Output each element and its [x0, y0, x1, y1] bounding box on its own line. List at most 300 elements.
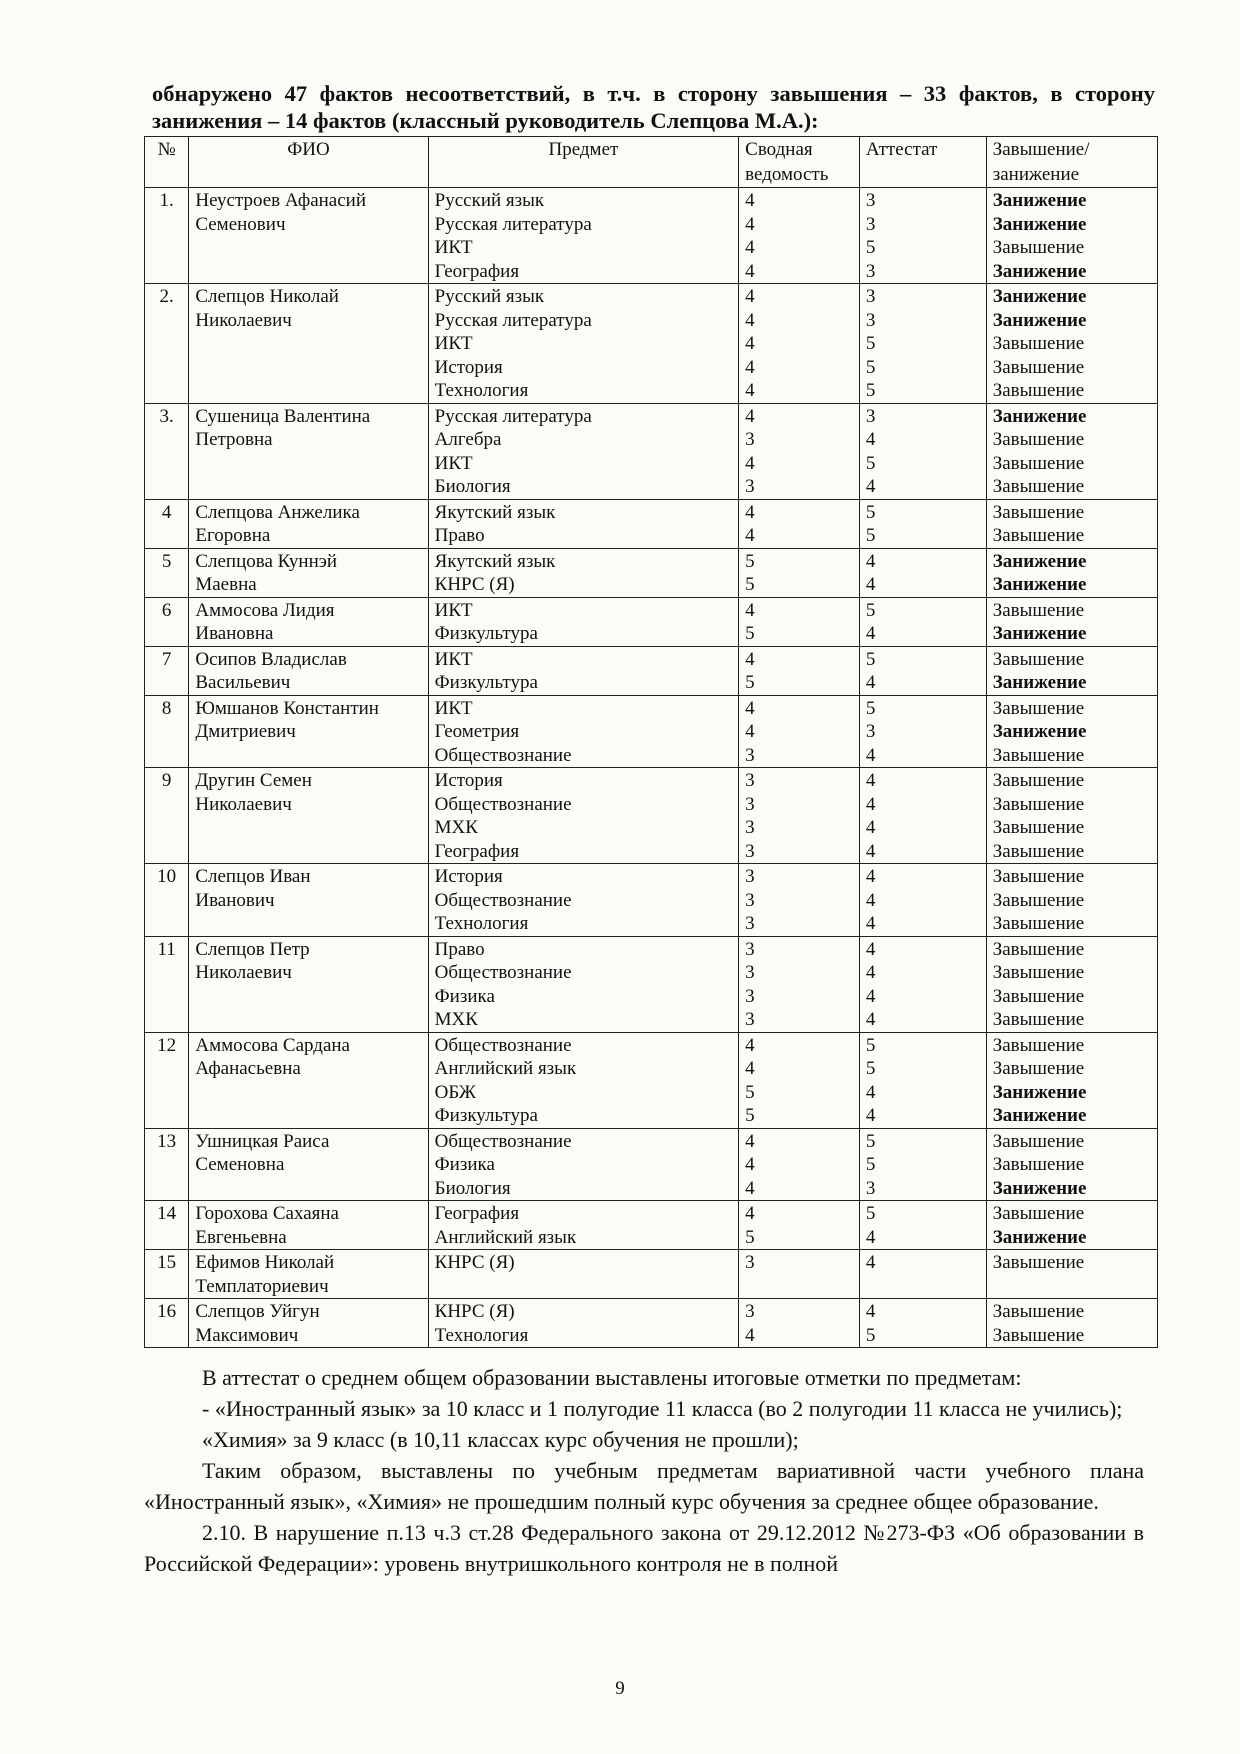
subjects-cell	[428, 499, 739, 548]
subject-name: Технология	[434, 1324, 529, 1346]
certificate-grades-cell	[859, 768, 986, 864]
certificate-grades-cell	[859, 864, 986, 937]
subjects-cell	[428, 1250, 739, 1299]
certificate-grades-cell	[859, 597, 986, 646]
subject-name: История	[434, 356, 503, 378]
student-name	[189, 499, 428, 548]
student-name-line: Семеновна	[195, 1154, 285, 1175]
summary-grade: 4	[745, 213, 755, 235]
summary-grade: 4	[745, 260, 755, 282]
result-label: Занижение	[992, 260, 1087, 282]
certificate-grade: 4	[865, 889, 876, 911]
summary-grade: 3	[745, 913, 755, 934]
subject-name: Право	[434, 525, 485, 546]
student-name-line: Слепцов Уйгун	[195, 1301, 320, 1322]
row-number: 11	[145, 936, 189, 1032]
summary-grade: 4	[745, 309, 755, 331]
student-name-line: Сушеница Валентина	[195, 405, 371, 427]
certificate-grade: 3	[865, 190, 876, 211]
student-name	[189, 548, 428, 597]
student-name	[189, 1032, 428, 1128]
certificate-grade: 3	[865, 286, 876, 307]
student-name-line: Слепцова Куннэй	[195, 550, 338, 572]
subject-name: Алгебра	[434, 429, 502, 450]
student-name-line: Ефимов Николай	[195, 1252, 335, 1273]
summary-grades-cell	[739, 548, 860, 597]
subjects-cell	[428, 936, 739, 1032]
table-row	[145, 864, 1158, 937]
certificate-grades-cell	[859, 1128, 986, 1201]
result-label: Завышение	[992, 452, 1085, 474]
intro-paragraph: обнаружено 47 фактов несоответствий, в т.ч. в сторону завышения – 33 фактов, в сторону занижения – 14 фактов (классный руководитель Слепцова М.А.):	[152, 81, 1155, 133]
certificate-grade: 5	[865, 648, 876, 670]
summary-grades-cell	[739, 864, 860, 937]
student-name-line: Афанасьевна	[195, 1058, 301, 1079]
row-number: 14	[145, 1201, 189, 1250]
student-name-line: Николаевич	[195, 309, 292, 331]
summary-grade: 4	[745, 1154, 755, 1175]
subject-name: География	[434, 1203, 520, 1224]
summary-grades-cell	[739, 768, 860, 864]
subject-name: Английский язык	[434, 1058, 577, 1079]
subject-name: ИКТ	[434, 452, 473, 474]
summary-grade: 4	[745, 1034, 755, 1056]
student-name-line: Евгеньевна	[195, 1226, 287, 1248]
paragraph-grades: В аттестат о среднем общем образовании выставлены итоговые отметки по предметам:	[202, 1365, 1022, 1390]
row-number: 10	[145, 864, 189, 937]
row-number: 12	[145, 1032, 189, 1128]
certificate-grades-cell	[859, 695, 986, 768]
certificate-grades-cell	[859, 403, 986, 499]
result-label: Занижение	[992, 1226, 1087, 1248]
result-cell	[986, 597, 1157, 646]
subject-name: ИКТ	[434, 237, 473, 258]
result-label: Завышение	[992, 1009, 1085, 1030]
certificate-grade: 4	[865, 1226, 876, 1248]
table-row	[145, 768, 1158, 864]
student-name-line: Слепцова Анжелика	[195, 501, 360, 523]
student-name	[189, 1128, 428, 1201]
summary-grade: 4	[745, 599, 755, 621]
student-name	[189, 936, 428, 1032]
row-number: 7	[145, 646, 189, 695]
summary-grades-cell	[739, 597, 860, 646]
certificate-grade: 4	[865, 985, 876, 1007]
result-label: Завышение	[992, 333, 1085, 354]
summary-grade: 3	[745, 840, 755, 862]
summary-grade: 4	[745, 721, 755, 742]
student-name	[189, 695, 428, 768]
result-cell	[986, 936, 1157, 1032]
student-name	[189, 1250, 428, 1299]
student-name-line: Семенович	[195, 213, 286, 235]
result-label: Завышение	[992, 1324, 1085, 1346]
result-label: Завышение	[992, 501, 1085, 523]
result-label: Занижение	[992, 1105, 1087, 1126]
summary-grade: 5	[745, 1105, 755, 1126]
student-name-line: Егоровна	[195, 525, 271, 546]
discrepancy-table	[144, 136, 1158, 1348]
certificate-grades-cell	[859, 1032, 986, 1128]
table-body	[145, 188, 1158, 1348]
table-row	[145, 1032, 1158, 1128]
certificate-grade: 4	[865, 1009, 876, 1030]
table-row	[145, 695, 1158, 768]
summary-grade: 3	[745, 866, 755, 887]
certificate-grades-cell	[859, 1299, 986, 1348]
subject-name: КНРС (Я)	[434, 1252, 515, 1273]
summary-grades-cell	[739, 1299, 860, 1348]
result-label: Завышение	[992, 429, 1085, 450]
subject-name: История	[434, 770, 503, 791]
result-cell	[986, 695, 1157, 768]
subject-name: Биология	[434, 476, 511, 497]
summary-grade: 3	[745, 962, 755, 983]
paragraph-chemistry: «Химия» за 9 класс (в 10,11 классах курс обучения не прошли);	[202, 1427, 799, 1452]
result-label: Завышение	[992, 697, 1085, 719]
row-number: 15	[145, 1250, 189, 1299]
result-label: Завышение	[992, 744, 1085, 766]
subject-name: МХК	[434, 817, 478, 838]
student-name-line: Слепцов Николай	[195, 286, 339, 307]
summary-grade: 4	[745, 356, 755, 378]
subject-name: Физкультура	[434, 623, 538, 644]
certificate-grade: 5	[865, 1058, 876, 1079]
result-label: Завышение	[992, 793, 1085, 815]
summary-grades-cell	[739, 936, 860, 1032]
table-row	[145, 499, 1158, 548]
header-subject: Предмет	[428, 137, 739, 188]
student-name	[189, 768, 428, 864]
certificate-grade: 5	[865, 501, 876, 523]
summary-grade: 4	[745, 697, 755, 719]
result-label: Занижение	[992, 574, 1087, 595]
student-name-line: Маевна	[195, 574, 257, 595]
subject-name: Физкультура	[434, 1105, 538, 1126]
subject-name: Физика	[434, 985, 495, 1007]
subject-name: Технология	[434, 380, 529, 401]
subject-name: Геометрия	[434, 721, 520, 742]
summary-grade: 4	[745, 525, 755, 546]
certificate-grade: 4	[865, 1252, 876, 1273]
subject-name: Английский язык	[434, 1226, 577, 1248]
summary-grade: 4	[745, 1130, 755, 1152]
summary-grade: 3	[745, 429, 755, 450]
result-label: Завышение	[992, 840, 1085, 862]
result-cell	[986, 284, 1157, 404]
result-cell	[986, 403, 1157, 499]
certificate-grades-cell	[859, 499, 986, 548]
row-number: 4	[145, 499, 189, 548]
certificate-grade: 4	[865, 574, 876, 595]
student-name-line: Ивановна	[195, 623, 274, 644]
subject-name: Право	[434, 938, 485, 960]
subject-name: КНРС (Я)	[434, 574, 515, 595]
table-row	[145, 548, 1158, 597]
subject-name: Русская литература	[434, 213, 592, 235]
summary-grade: 4	[745, 1058, 755, 1079]
subjects-cell	[428, 864, 739, 937]
result-label: Занижение	[992, 190, 1087, 211]
subject-name: ИКТ	[434, 648, 473, 670]
result-cell	[986, 864, 1157, 937]
certificate-grade: 5	[865, 1154, 876, 1175]
student-name	[189, 597, 428, 646]
subject-name: ИКТ	[434, 697, 473, 719]
subjects-cell	[428, 548, 739, 597]
certificate-grade: 5	[865, 356, 876, 378]
student-name-line: Слепцов Иван	[195, 866, 311, 887]
certificate-grade: 5	[865, 599, 876, 621]
certificate-grade: 5	[865, 697, 876, 719]
subjects-cell	[428, 403, 739, 499]
certificate-grades-cell	[859, 548, 986, 597]
student-name-line: Петровна	[195, 429, 273, 450]
student-name	[189, 864, 428, 937]
result-label: Завышение	[992, 356, 1085, 378]
summary-grade: 3	[745, 793, 755, 815]
certificate-grades-cell	[859, 1201, 986, 1250]
result-label: Завышение	[992, 866, 1085, 887]
student-name-line: Слепцов Петр	[195, 938, 310, 960]
result-label: Завышение	[992, 1203, 1085, 1224]
summary-grade: 5	[745, 1081, 755, 1103]
subject-name: Обществознание	[434, 1130, 572, 1152]
certificate-grade: 4	[865, 793, 876, 815]
subject-name: География	[434, 260, 520, 282]
subject-name: Физкультура	[434, 672, 538, 693]
student-name	[189, 188, 428, 284]
summary-grade: 4	[745, 648, 755, 670]
result-label: Занижение	[992, 672, 1087, 693]
paragraph-foreign-language: - «Иностранный язык» за 10 класс и 1 полугодие 11 класса (во 2 полугодии 11 класса не учились);	[202, 1396, 1123, 1421]
subjects-cell	[428, 1201, 739, 1250]
table-row	[145, 188, 1158, 284]
table-row	[145, 597, 1158, 646]
certificate-grade: 4	[865, 866, 876, 887]
result-label: Занижение	[992, 1177, 1087, 1199]
paragraph-conclusion: Таким образом, выставлены по учебным предметам вариативной части учебного плана «Иностранный язык», «Химия» не прошедшим полный курс обучения за среднее общее образование.	[144, 1458, 1144, 1514]
result-label: Занижение	[992, 213, 1087, 235]
result-cell	[986, 1128, 1157, 1201]
row-number: 16	[145, 1299, 189, 1348]
certificate-grade: 5	[865, 1034, 876, 1056]
summary-grade: 3	[745, 476, 755, 497]
student-name-line: Максимович	[195, 1324, 299, 1346]
summary-grade: 3	[745, 985, 755, 1007]
student-name-line: Николаевич	[195, 962, 292, 983]
certificate-grade: 4	[865, 1081, 876, 1103]
row-number: 8	[145, 695, 189, 768]
summary-grades-cell	[739, 188, 860, 284]
certificate-grade: 5	[865, 1130, 876, 1152]
subject-name: Русский язык	[434, 190, 545, 211]
certificate-grades-cell	[859, 1250, 986, 1299]
subject-name: Якутский язык	[434, 501, 556, 523]
certificate-grade: 3	[865, 309, 876, 331]
result-label: Завышение	[992, 380, 1085, 401]
certificate-grade: 3	[865, 1177, 876, 1199]
certificate-grade: 4	[865, 913, 876, 934]
summary-grades-cell	[739, 1250, 860, 1299]
certificate-grade: 4	[865, 744, 876, 766]
certificate-grade: 5	[865, 525, 876, 546]
summary-grade: 3	[745, 817, 755, 838]
student-name-line: Другин Семен	[195, 770, 312, 791]
result-label: Занижение	[992, 309, 1087, 331]
summary-grades-cell	[739, 695, 860, 768]
summary-grade: 5	[745, 574, 755, 595]
result-cell	[986, 768, 1157, 864]
subject-name: Русская литература	[434, 405, 592, 427]
subject-name: История	[434, 866, 503, 887]
student-name	[189, 403, 428, 499]
summary-grades-cell	[739, 1128, 860, 1201]
result-label: Завышение	[992, 525, 1085, 546]
summary-grade: 4	[745, 333, 755, 354]
certificate-grade: 3	[865, 213, 876, 235]
certificate-grade: 4	[865, 962, 876, 983]
header-summary: Сводная ведомость	[739, 137, 860, 188]
certificate-grade: 4	[865, 672, 876, 693]
row-number: 13	[145, 1128, 189, 1201]
certificate-grade: 3	[865, 260, 876, 282]
subject-name: Физика	[434, 1154, 495, 1175]
subjects-cell	[428, 695, 739, 768]
certificate-grade: 5	[865, 380, 876, 401]
student-name-line: Юмшанов Константин	[195, 697, 379, 719]
row-number: 2.	[145, 284, 189, 404]
subjects-cell	[428, 1032, 739, 1128]
subject-name: Обществознание	[434, 1034, 572, 1056]
student-name-line: Ушницкая Раиса	[195, 1130, 330, 1152]
certificate-grade: 5	[865, 452, 876, 474]
certificate-grade: 4	[865, 429, 876, 450]
summary-grade: 4	[745, 286, 755, 307]
certificate-grades-cell	[859, 646, 986, 695]
table-row	[145, 1201, 1158, 1250]
subject-name: Технология	[434, 913, 529, 934]
student-name	[189, 284, 428, 404]
subjects-cell	[428, 646, 739, 695]
subject-name: Обществознание	[434, 744, 572, 766]
summary-grade: 4	[745, 190, 755, 211]
result-label: Завышение	[992, 1058, 1085, 1079]
certificate-grade: 4	[865, 770, 876, 791]
certificate-grade: 5	[865, 237, 876, 258]
result-label: Завышение	[992, 476, 1085, 497]
certificate-grade: 5	[865, 333, 876, 354]
summary-grades-cell	[739, 284, 860, 404]
subject-name: ИКТ	[434, 333, 473, 354]
summary-grade: 4	[745, 380, 755, 401]
certificate-grade: 4	[865, 1105, 876, 1126]
student-name-line: Темплаториевич	[195, 1275, 329, 1297]
table-row	[145, 1128, 1158, 1201]
summary-grade: 3	[745, 1009, 755, 1030]
certificate-grades-cell	[859, 936, 986, 1032]
summary-grade: 3	[745, 938, 755, 960]
summary-grade: 4	[745, 1324, 755, 1346]
result-label: Завышение	[992, 938, 1085, 960]
table-row	[145, 403, 1158, 499]
subject-name: Обществознание	[434, 962, 572, 983]
table-row	[145, 1250, 1158, 1299]
header-name: ФИО	[189, 137, 428, 188]
summary-grades-cell	[739, 499, 860, 548]
result-label: Завышение	[992, 889, 1085, 911]
certificate-grade: 5	[865, 1203, 876, 1224]
student-name-line: Васильевич	[195, 672, 291, 693]
result-label: Занижение	[992, 550, 1087, 572]
table-row	[145, 646, 1158, 695]
result-label: Завышение	[992, 648, 1085, 670]
table-header-row	[145, 137, 1158, 188]
student-name-line: Неустроев Афанасий	[195, 190, 366, 211]
student-name	[189, 1299, 428, 1348]
certificate-grade: 5	[865, 1324, 876, 1346]
certificate-grade: 4	[865, 938, 876, 960]
student-name-line: Аммосова Сардана	[195, 1034, 350, 1056]
header-number: №	[145, 137, 189, 188]
student-name-line: Иванович	[195, 889, 275, 911]
page-number: 9	[615, 1678, 625, 1699]
subject-name: География	[434, 840, 520, 862]
result-label: Завышение	[992, 1154, 1085, 1175]
certificate-grade: 4	[865, 817, 876, 838]
result-cell	[986, 548, 1157, 597]
summary-grade: 4	[745, 452, 755, 474]
certificate-grade: 3	[865, 405, 876, 427]
result-label: Завышение	[992, 817, 1085, 838]
summary-grade: 3	[745, 889, 755, 911]
subject-name: ОБЖ	[434, 1081, 476, 1103]
certificate-grade: 3	[865, 721, 876, 742]
student-name-line: Осипов Владислав	[195, 648, 347, 670]
result-cell	[986, 1250, 1157, 1299]
result-label: Занижение	[992, 405, 1087, 427]
summary-grade: 4	[745, 1203, 755, 1224]
summary-grade: 3	[745, 1252, 755, 1273]
summary-grade: 5	[745, 1226, 755, 1248]
subjects-cell	[428, 1128, 739, 1201]
table-row	[145, 284, 1158, 404]
result-cell	[986, 188, 1157, 284]
summary-grade: 4	[745, 405, 755, 427]
subject-name: Обществознание	[434, 889, 572, 911]
header-certificate: Аттестат	[859, 137, 986, 188]
certificate-grade: 4	[865, 623, 876, 644]
student-name-line: Николаевич	[195, 793, 292, 815]
subjects-cell	[428, 188, 739, 284]
subject-name: Биология	[434, 1177, 511, 1199]
summary-grade: 3	[745, 770, 755, 791]
result-label: Занижение	[992, 286, 1087, 307]
subject-name: Якутский язык	[434, 550, 556, 572]
summary-grade: 3	[745, 744, 755, 766]
result-label: Занижение	[992, 1081, 1087, 1103]
row-number: 3.	[145, 403, 189, 499]
summary-grade: 4	[745, 1177, 755, 1199]
result-label: Завышение	[992, 962, 1085, 983]
result-label: Завышение	[992, 1130, 1085, 1152]
summary-grades-cell	[739, 1032, 860, 1128]
student-name	[189, 646, 428, 695]
subject-name: Обществознание	[434, 793, 572, 815]
subject-name: Русский язык	[434, 286, 545, 307]
certificate-grade: 4	[865, 476, 876, 497]
result-label: Занижение	[992, 623, 1087, 644]
